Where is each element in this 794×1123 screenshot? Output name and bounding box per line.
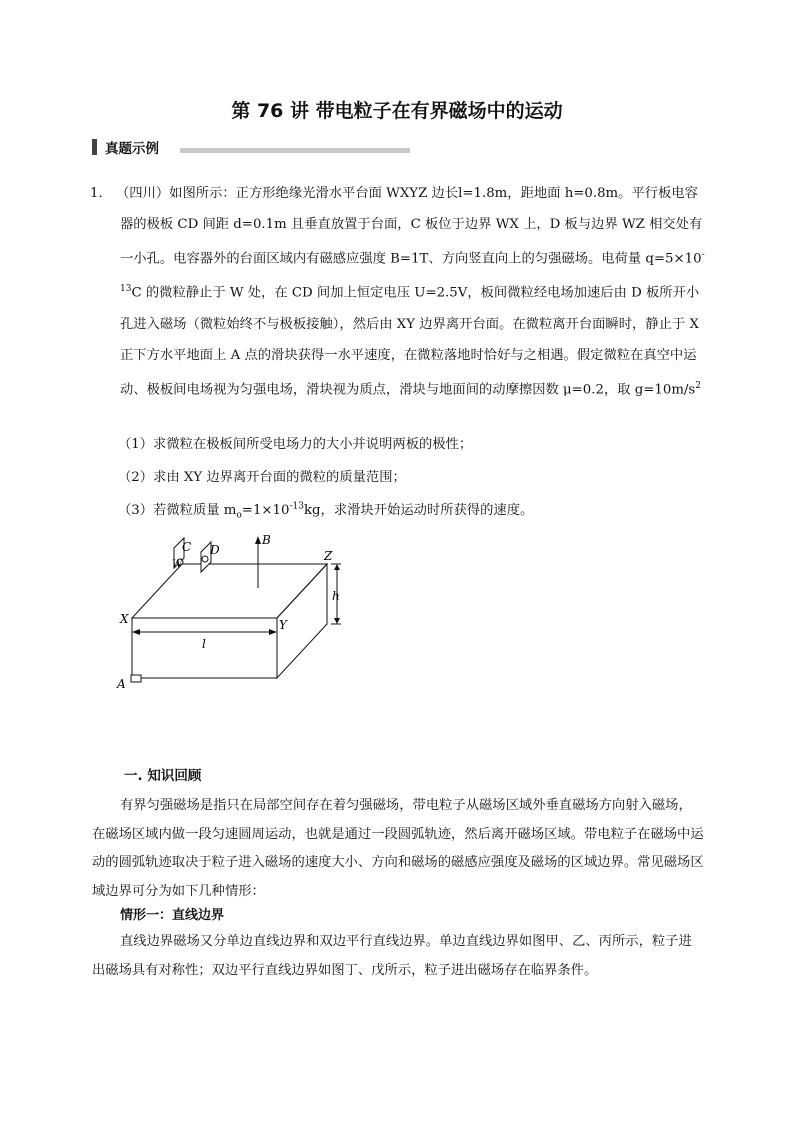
label-z: Z bbox=[324, 549, 333, 563]
label-h: h bbox=[332, 589, 340, 603]
section-underline bbox=[180, 148, 410, 153]
label-w: W bbox=[172, 559, 183, 570]
label-a: A bbox=[117, 677, 126, 691]
sub3-subscript: o bbox=[236, 510, 242, 521]
sub3-text-c: kg，求滑块开始运动时所获得的速度。 bbox=[303, 503, 534, 518]
question-1 bbox=[90, 178, 710, 405]
g-exponent: 2 bbox=[695, 380, 701, 391]
review-heading: 一. 知识回顾 bbox=[124, 768, 202, 784]
b-arrow-head bbox=[255, 536, 261, 544]
sub-question-3 bbox=[118, 499, 533, 521]
label-x: X bbox=[120, 612, 129, 626]
question-number: 1． bbox=[90, 186, 112, 201]
hole-d bbox=[202, 556, 208, 562]
section-marker bbox=[92, 139, 97, 155]
page-title: 第 76 讲 带电粒子在有界磁场中的运动 bbox=[231, 100, 563, 122]
question-text-a: （四川）如图所示：正方形绝缘光滑水平台面 WXYZ 边长l=1.8m，距地面 h=0.8m。平行板电容器的极板 CD 间距 d=0.1m 且垂直放置于台面，C 板位于边界 WX 上，D 板与边界 WZ 相交处有一小孔。电容器外的台面区域内有磁感应强度 B=1T、方向竖直向上的匀强磁场。电荷量 q=5×10 bbox=[116, 186, 703, 267]
sub-question-1: （1）求微粒在极板间所受电场力的大小并说明两板的极性； bbox=[118, 437, 473, 452]
label-l: l bbox=[202, 637, 206, 651]
question-text bbox=[90, 178, 710, 405]
label-c: C bbox=[182, 540, 192, 554]
physics-diagram bbox=[112, 528, 362, 693]
section-label: 真题示例 bbox=[105, 141, 159, 157]
question-text-b: C 的微粒静止于 W 处，在 CD 间加上恒定电压 U=2.5V，板间微粒经电场加速后由 D 板所开小孔进入磁场（微粒始终不与极板接触），然后由 XY 边界离开台面。在微粒离开台面瞬时，静止于 X 正下方水平地面上 A 点的滑块获得一水平速度，在微粒落地时恰好与之相遇。假定微粒在真空中运动、极板间电场视为匀强电场，滑块视为质点，滑块与地面间的动摩擦因数 μ=0.2，取 g=10m/s bbox=[120, 285, 700, 398]
charge-exponent: -13 bbox=[120, 250, 705, 295]
table-top bbox=[132, 564, 327, 618]
label-d: D bbox=[210, 543, 220, 557]
label-y: Y bbox=[279, 618, 287, 632]
sub-question-2: （2）求由 XY 边界离开台面的微粒的质量范围； bbox=[118, 470, 406, 485]
h-arrow-top bbox=[334, 564, 340, 570]
section-header bbox=[92, 137, 159, 157]
l-arrow-right bbox=[269, 629, 277, 635]
case-heading: 情形一：直线边界 bbox=[120, 908, 225, 923]
review-paragraph-2: 直线边界磁场又分单边直线边界和双边平行直线边界。单边直线边界如图甲、乙、丙所示，粒子进出磁场具有对称性；双边平行直线边界如图丁、戊所示，粒子进出磁场存在临界条件。 bbox=[92, 934, 692, 978]
h-arrow-bottom bbox=[334, 618, 340, 624]
sub3-exponent: -13 bbox=[289, 501, 304, 512]
sub3-text-a: （3）若微粒质量 m bbox=[118, 503, 237, 518]
slider-a bbox=[131, 675, 141, 682]
l-arrow-left bbox=[132, 629, 140, 635]
label-b: B bbox=[262, 533, 271, 547]
review-paragraph-1: 有界匀强磁场是指只在局部空间存在着匀强磁场，带电粒子从磁场区域外垂直磁场方向射入磁场，在磁场区域内做一段匀速圆周运动，也就是通过一段圆弧轨迹，然后离开磁场区域。带电粒子在磁场中运动的圆弧轨迹取决于粒子进入磁场的速度大小、方向和磁场的磁感应强度及磁场的区域边界。常见磁场区域边界可分为如下几种情形： bbox=[92, 798, 704, 899]
sub3-text-b: =1×10 bbox=[241, 503, 290, 518]
